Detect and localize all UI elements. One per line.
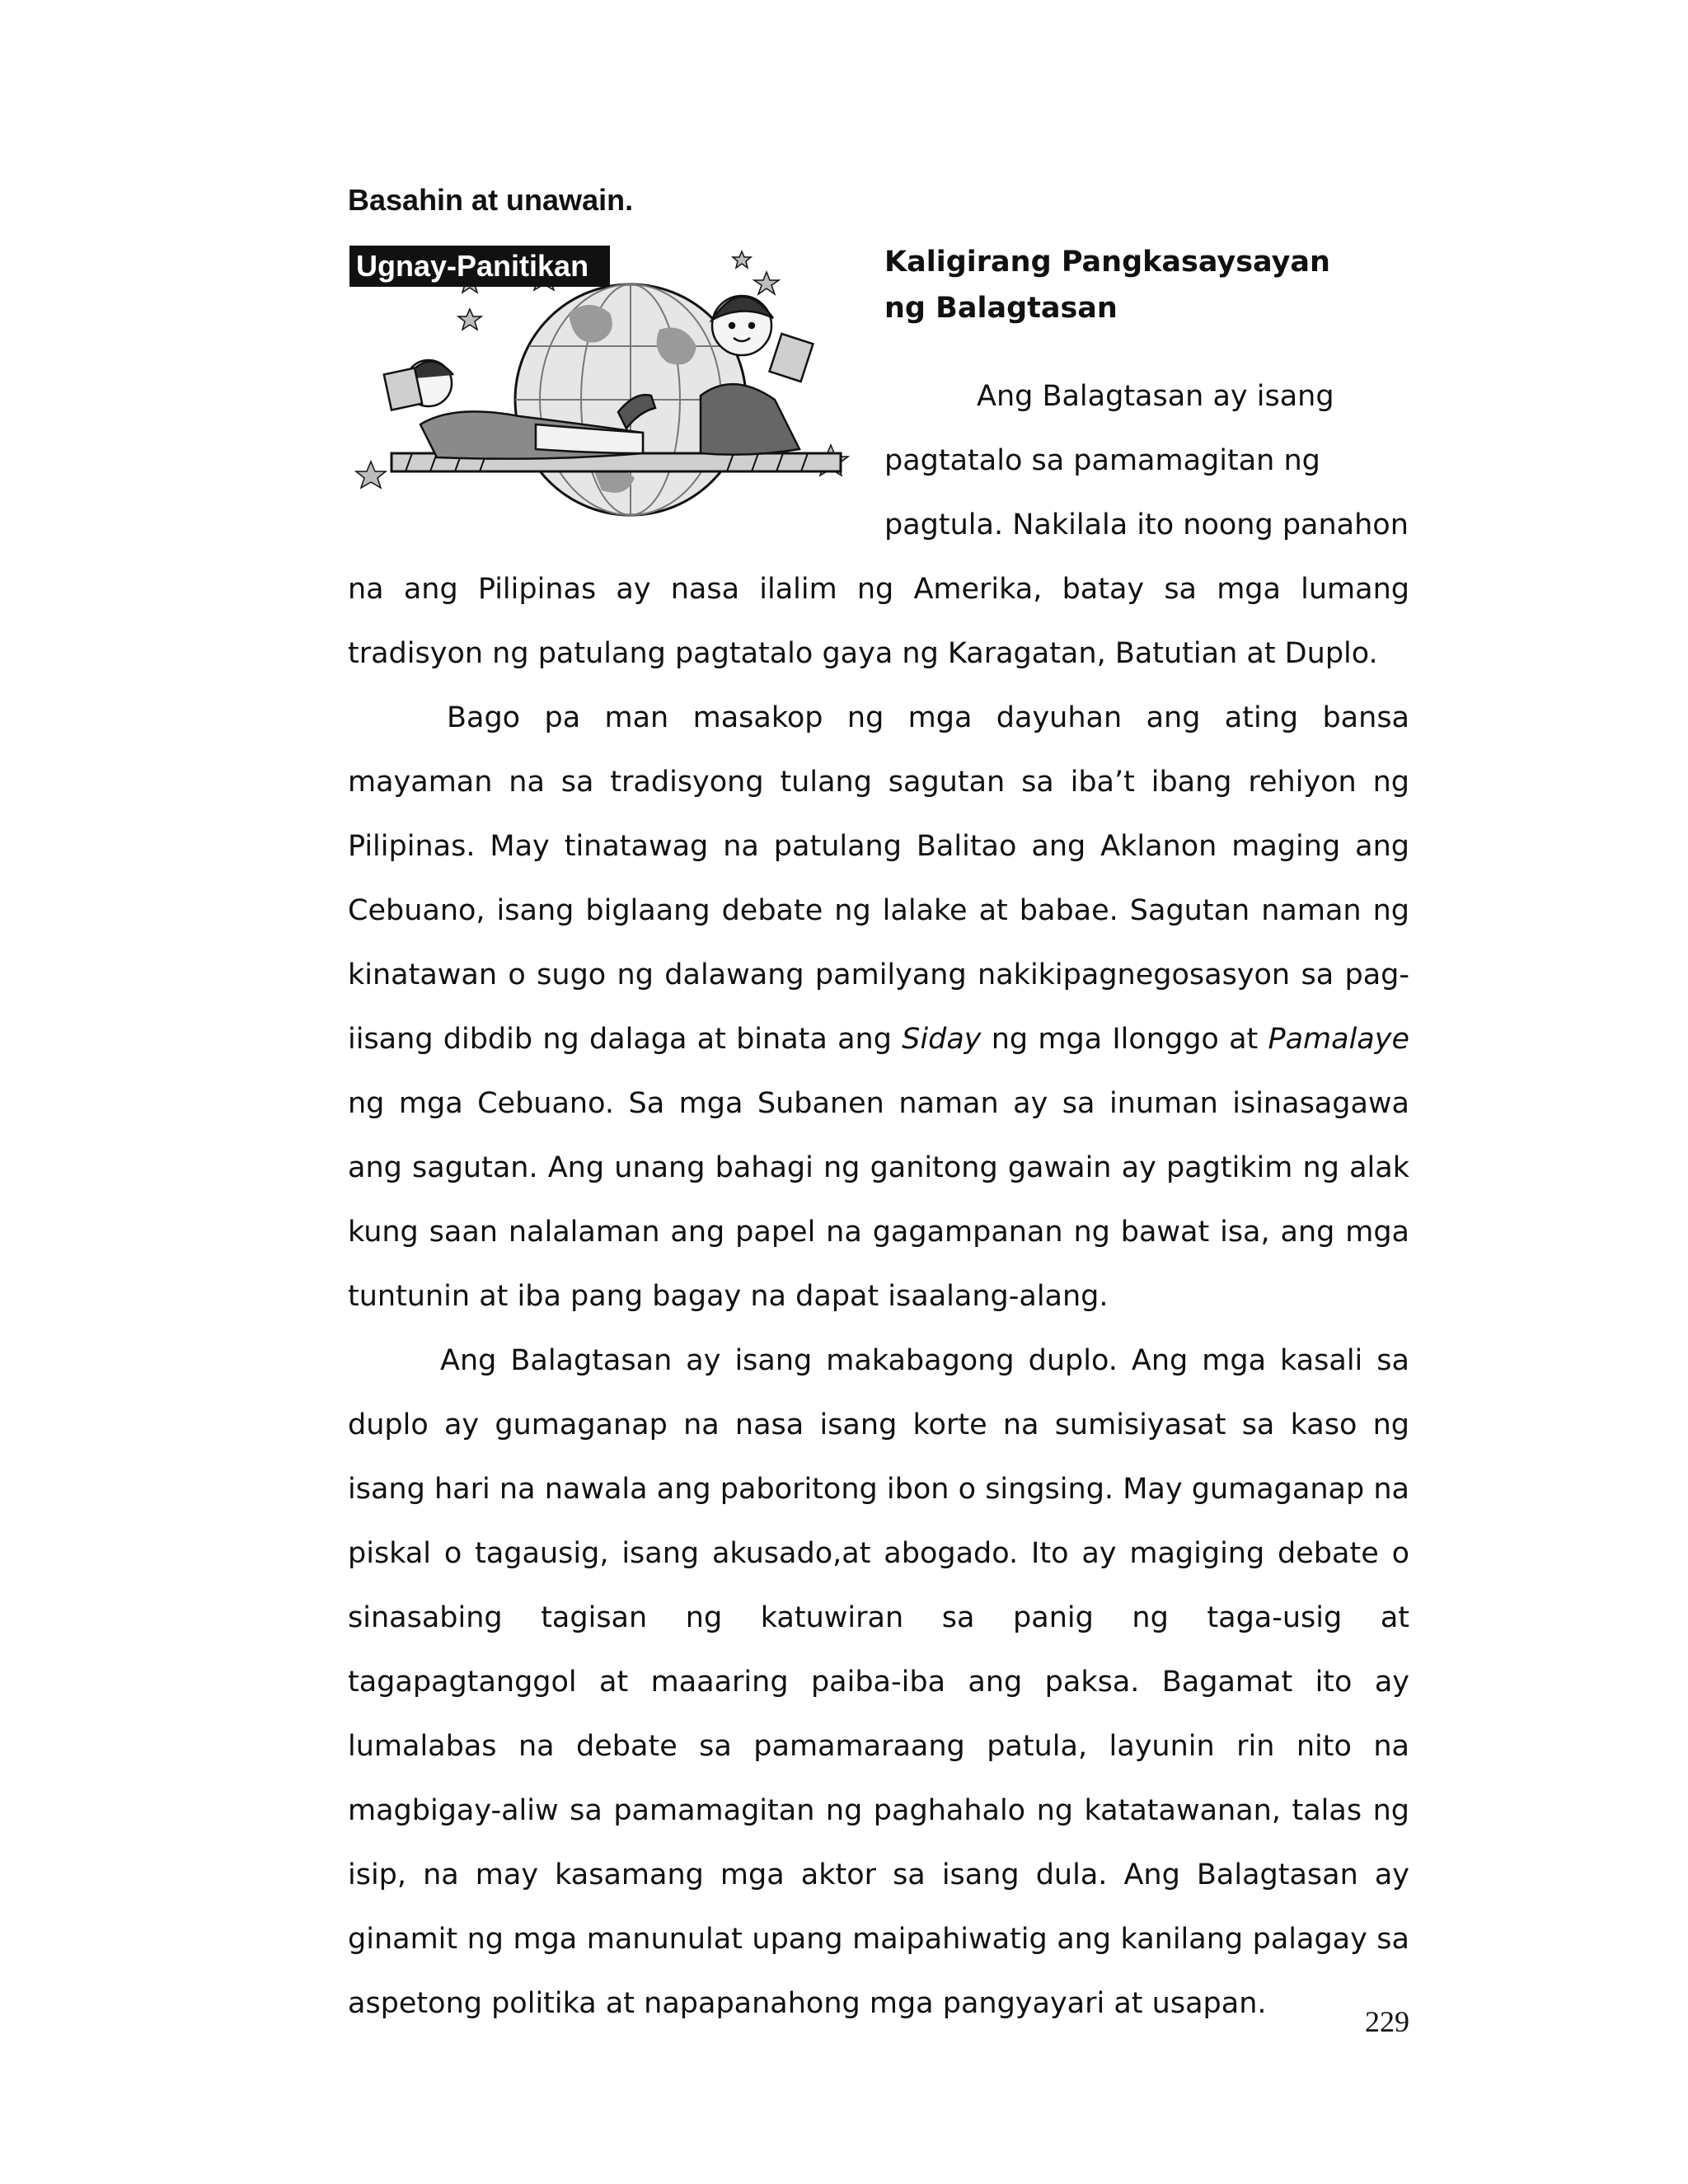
paragraph-2-text: Bago pa man masakop ng mga dayuhan ang ating bansa mayaman na sa tradisyong tulang sagutan sa iba’t ibang rehiyon ng Pilipinas. May tinatawag na patulang Balitao ang Aklanon maging ang Cebuano, isang biglaang debate ng lalake at babae. Sagutan naman ng kinatawan o sugo ng dalawang pamilyang nakikipagnegosasyon sa pag-iisang dibdib ng dalaga at binata ang <box>348 701 1409 1056</box>
paragraph-2-text: ng mga Ilonggo at <box>981 1023 1268 1056</box>
intro-line: pagtula. Nakilala ito noong panahon <box>884 509 1409 541</box>
paragraph-3: Ang Balagtasan ay isang makabagong duplo. Ang mga kasali sa duplo ay gumaganap na nasa isang korte na sumisiyasat sa kaso ng isang hari na nawala ang paboritong ibon o singsing. May gumaganap na piskal o tagausig, isang akusado,at abogado. Ito ay magiging debate o sinasabing tagisan ng katuwiran sa panig ng taga-usig at tagapagtanggol at maaaring paiba-iba ang paksa. Bagamat ito ay lumalabas na debate sa pamamaraang patula, layunin rin nito na magbigay-aliw sa pamamagitan ng paghahalo ng katatawanan, talas ng isip, na may kasamang mga aktor sa isang dula. Ang Balagtasan ay ginamit ng mga manunulat upang maipahiwatig ang kanilang palagay sa aspetong politika at napapanahong mga pangyayari at usapan. <box>348 1344 1409 2020</box>
intro-line: Ang Balagtasan ay isang <box>977 380 1334 413</box>
term-pamalaye: Pamalaye <box>1268 1023 1409 1056</box>
intro-line: pagtatalo sa pamamagitan ng <box>884 444 1320 477</box>
children-reading-on-globe-illustration <box>346 247 874 519</box>
paragraph-2-text: ng mga Cebuano. Sa mga Subanen naman ay sa inuman isinasagawa ang sagutan. Ang unang bahagi ng ganitong gawain ay pagtikim ng alak kung saan nalalaman ang papel na gagampanan ng bawat isa, ang mga tuntunin at iba pang bagay na dapat isaalang-alang. <box>348 1087 1409 1313</box>
term-siday: Siday <box>902 1023 982 1056</box>
page-number: 229 <box>1365 2005 1409 2038</box>
intro-lines <box>884 364 1412 557</box>
intro-continuation: na ang Pilipinas ay nasa ilalim ng Amerika, batay sa mga lumang tradisyon ng patulang pagtatalo gaya ng Karagatan, Batutian at Duplo. <box>348 573 1409 670</box>
instruction-heading: Basahin at unawain. <box>348 183 634 217</box>
article-title: Kaligirang Pangkasaysayan ng Balagtasan <box>884 246 1330 325</box>
section-badge: Ugnay-Panitikan <box>349 246 610 287</box>
paragraph-2 <box>348 686 1409 1329</box>
